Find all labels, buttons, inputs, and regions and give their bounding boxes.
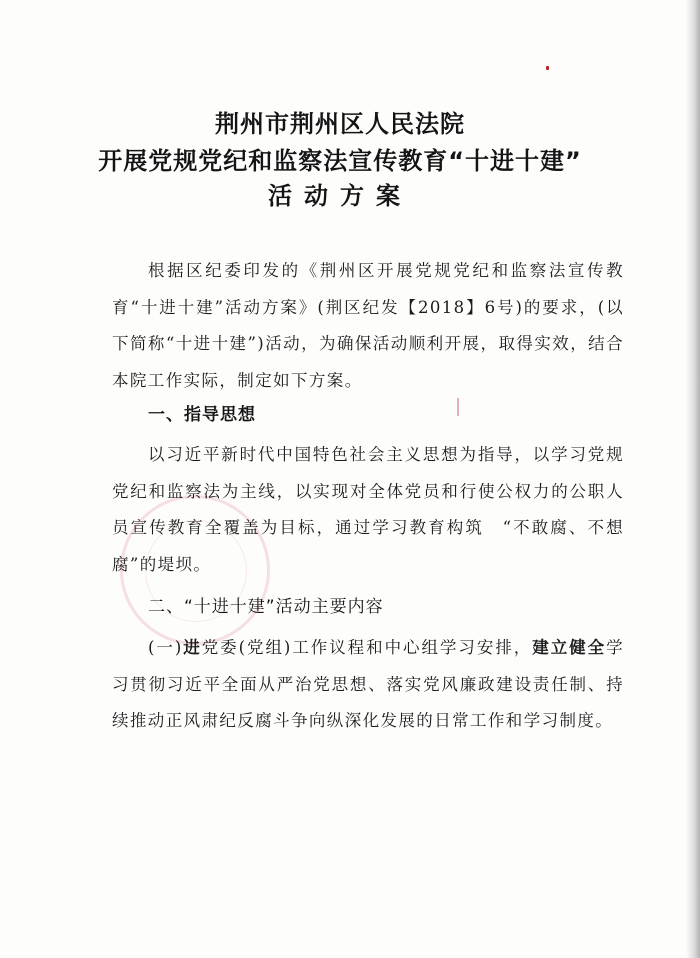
title-subject: 开展党规党纪和监察法宣传教育“十进十建” [98,147,582,175]
title-plan: 活动方案 [268,182,412,210]
intro-paragraph: 根据区纪委印发的《荆州区开展党规党纪和监察法宣传教育“十进十建”活动方案》(荆区纪发【2018】6号)的要求，(以下简称“十进十建”)活动，为确保活动顺利开展，取得实效，结合本院工作实际，制定如下方案。 [112,261,624,390]
ink-speck [546,66,549,70]
section1-heading: 一、指导思想 [148,405,256,425]
faint-mark [457,398,459,416]
scan-edge-shadow [686,0,700,958]
item1-lead: 进 [182,638,202,657]
item1-prefix: (一) [148,638,183,657]
section2-item1-paragraph [112,630,624,740]
title-court-name: 荆州市荆州区人民法院 [215,110,465,138]
section1-paragraph: 以习近平新时代中国特色社会主义思想为指导，以学习党规党纪和监察法为主线，以实现对全体党员和行使公权力的公职人员宣传教育全覆盖为目标，通过学习教育构筑 “不敢腐、不想腐”的堤坝。 [112,445,624,574]
item1-lead2: 建立健全 [532,638,607,657]
item1-part2: 学习贯彻习近平全面从严治党思想、落实党风廉政建设责任制、持续推动正风肃纪反腐斗争向纵深化发展的日常工作和学习制度。 [112,638,624,730]
section2-heading: 二、“十进十建”活动主要内容 [148,597,384,617]
item1-part1: 党委(党组)工作议程和中心组学习安排， [201,638,533,657]
